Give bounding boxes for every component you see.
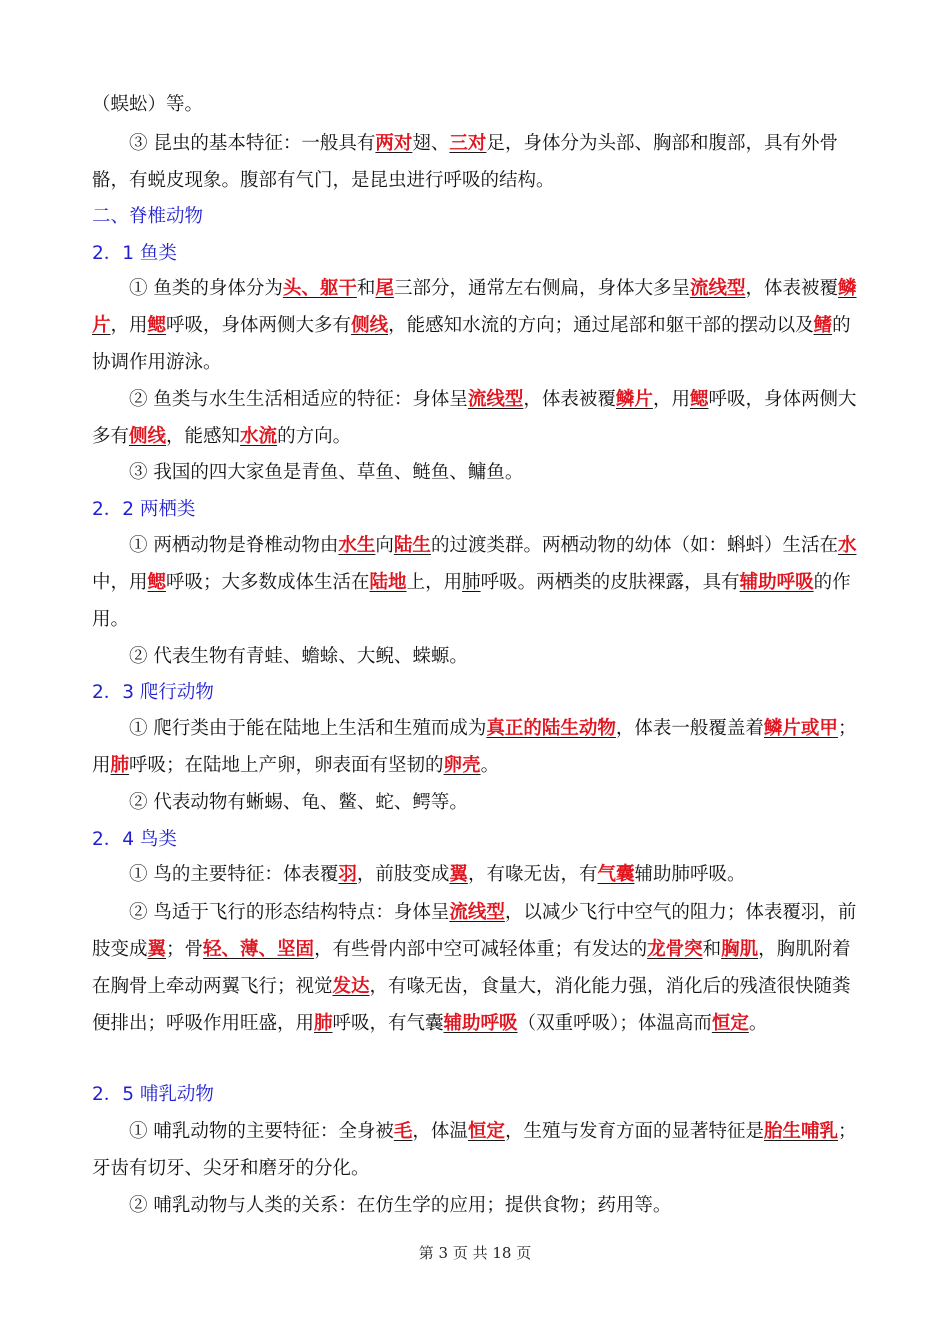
text: ，体表一般覆盖着 — [615, 718, 764, 739]
text: ，体温 — [412, 1121, 468, 1142]
keyword: 轻、薄、坚固 — [203, 939, 315, 960]
paragraph-mammal-human-relation — [92, 1187, 862, 1224]
text: ，能感知水流的方向；通过尾部和躯干部的摆动以及 — [388, 315, 814, 336]
text: 和 — [356, 278, 376, 299]
paragraph-mammal-features — [92, 1113, 862, 1187]
text: ① 两栖动物是脊椎动物由 — [129, 535, 339, 556]
text: ② 代表生物有青蛙、蟾蜍、大鲵、蝾螈。 — [129, 646, 468, 667]
keyword: 鳍 — [813, 315, 833, 336]
keyword: 鳞片或甲 — [763, 718, 838, 739]
keyword: 侧线 — [129, 426, 167, 447]
subsection-heading-amphibians: 2．2 两栖类 — [92, 499, 196, 520]
text: 向 — [375, 535, 394, 556]
keyword: 陆地 — [369, 572, 407, 593]
paragraph-insect-features — [92, 125, 862, 199]
keyword: 流线型 — [689, 278, 746, 299]
keyword: 恒定 — [711, 1013, 749, 1034]
keyword: 水流 — [240, 426, 278, 447]
keyword: 恒定 — [467, 1121, 505, 1142]
keyword: 发达 — [332, 976, 370, 997]
text: ③ 我国的四大家鱼是青鱼、草鱼、鲢鱼、鳙鱼。 — [129, 462, 524, 483]
text: 上，用 — [406, 572, 463, 593]
keyword: 胎生哺乳 — [763, 1121, 838, 1142]
paragraph-amphibian-features — [92, 527, 862, 638]
text: ① 鱼类的身体分为 — [129, 278, 283, 299]
paragraph-centipede — [92, 86, 862, 123]
keyword: 三对 — [449, 133, 487, 154]
text: 翅、 — [412, 133, 450, 154]
paragraph-bird-flight-adaptation — [92, 894, 862, 1042]
text: ① 鸟的主要特征：体表覆 — [129, 864, 339, 885]
text: 三部分，通常左右侧扁，身体大多呈 — [393, 278, 690, 299]
text: 呼吸，有气囊 — [332, 1013, 444, 1034]
keyword: 辅助呼吸 — [739, 572, 814, 593]
subsection-heading-mammals: 2．5 哺乳动物 — [92, 1084, 214, 1105]
keyword: 流线型 — [449, 902, 505, 923]
text: ① 爬行类由于能在陆地上生活和生殖而成为 — [129, 718, 487, 739]
text: ；牙齿有切牙、尖牙和磨牙的分化。 — [92, 1121, 857, 1179]
keyword: 水生 — [338, 535, 376, 556]
text: ，前肢变成 — [356, 864, 450, 885]
keyword: 胸肌 — [721, 939, 759, 960]
keyword: 鳃 — [689, 389, 709, 410]
text: ；用 — [92, 718, 857, 776]
text: ，有喙无齿，有 — [467, 864, 598, 885]
text: ，体表被覆 — [523, 389, 616, 410]
text: 足，身体分为头部、胸部和腹部，具有外骨骼，有蜕皮现象。腹部有气门，是昆虫进行呼吸的结构。 — [92, 133, 838, 191]
page-number-footer: 第 3 页 共 18 页 — [418, 1244, 532, 1262]
text: ① 哺乳动物的主要特征：全身被 — [129, 1121, 394, 1142]
text: 中，用 — [92, 572, 148, 593]
text: 呼吸；在陆地上产卵，卵表面有坚韧的 — [129, 755, 444, 776]
keyword: 羽 — [338, 864, 357, 885]
text: 的协调作用游泳。 — [92, 315, 851, 373]
text: ② 鱼类与水生生活相适应的特征：身体呈 — [129, 389, 468, 410]
text: 呼吸。两栖类的皮肤裸露，具有 — [480, 572, 740, 593]
subsection-heading-fish: 2．1 鱼类 — [92, 243, 177, 264]
keyword: 肺 — [462, 572, 481, 593]
text: 的作用。 — [92, 572, 851, 630]
paragraph-reptile-features — [92, 710, 862, 784]
text: ，以减少飞行中空气的阻力；体表覆羽，前肢变成 — [92, 902, 857, 960]
text: 的过渡类群。两栖动物的幼体（如：蝌蚪）生活在 — [430, 535, 838, 556]
keyword: 流线型 — [467, 389, 524, 410]
subsection-heading-reptiles: 2．3 爬行动物 — [92, 682, 214, 703]
text: 。 — [748, 1013, 768, 1034]
keyword: 翼 — [449, 864, 468, 885]
text: 呼吸，身体两侧大多有 — [92, 389, 857, 447]
text: ，生殖与发育方面的显著特征是 — [504, 1121, 764, 1142]
paragraph-four-carps — [92, 454, 862, 491]
keyword: 毛 — [393, 1121, 413, 1142]
text: ，胸肌附着在胸骨上牵动两翼飞行；视觉 — [92, 939, 851, 997]
keyword: 两对 — [375, 133, 413, 154]
text: ② 鸟适于飞行的形态结构特点：身体呈 — [129, 902, 450, 923]
keyword: 陆生 — [393, 535, 431, 556]
keyword: 鳃 — [147, 315, 167, 336]
text: 和 — [702, 939, 722, 960]
section-heading-vertebrates: 二、脊椎动物 — [92, 206, 204, 227]
paragraph-reptile-examples — [92, 784, 862, 821]
keyword: 鳃 — [147, 572, 167, 593]
text: （蜈蚣）等。 — [92, 94, 204, 115]
text: ，体表被覆 — [745, 278, 838, 299]
text: 。 — [480, 755, 500, 776]
keyword: 肺 — [110, 755, 130, 776]
text: （双重呼吸）；体温高而 — [517, 1013, 712, 1034]
keyword: 头、躯干 — [282, 278, 357, 299]
keyword: 气囊 — [597, 864, 635, 885]
text: ② 代表动物有蜥蜴、龟、鳖、蛇、鳄等。 — [129, 792, 468, 813]
text: ③ 昆虫的基本特征：一般具有 — [129, 133, 376, 154]
paragraph-bird-features — [92, 856, 862, 893]
keyword: 卵壳 — [443, 755, 481, 776]
keyword: 龙骨突 — [647, 939, 703, 960]
text: 呼吸；大多数成体生活在 — [166, 572, 370, 593]
keyword: 水 — [837, 535, 857, 556]
keyword: 鳞片 — [615, 389, 653, 410]
text: 辅助肺呼吸。 — [634, 864, 746, 885]
text: ② 哺乳动物与人类的关系：在仿生学的应用；提供食物；药用等。 — [129, 1195, 672, 1216]
text: ，用 — [110, 315, 148, 336]
text: 的方向。 — [277, 426, 352, 447]
paragraph-fish-adaptation — [92, 381, 862, 455]
paragraph-amphibian-examples — [92, 638, 862, 675]
subsection-heading-birds: 2．4 鸟类 — [92, 829, 177, 850]
text: ，有喙无齿，食量大，消化能力强，消化后的残渣很快随粪便排出；呼吸作用旺盛，用 — [92, 976, 851, 1034]
keyword: 辅助呼吸 — [443, 1013, 518, 1034]
text: ，有些骨内部中空可减轻体重；有发达的 — [314, 939, 648, 960]
text: ，能感知 — [166, 426, 241, 447]
keyword: 真正的陆生动物 — [486, 718, 616, 739]
keyword: 翼 — [147, 939, 167, 960]
keyword: 侧线 — [351, 315, 389, 336]
keyword: 肺 — [314, 1013, 333, 1034]
keyword: 尾 — [375, 278, 394, 299]
text: ，用 — [652, 389, 690, 410]
keyword: 鳞片 — [92, 278, 857, 336]
text: 呼吸，身体两侧大多有 — [166, 315, 352, 336]
text: ；骨 — [166, 939, 204, 960]
paragraph-fish-body — [92, 270, 862, 381]
